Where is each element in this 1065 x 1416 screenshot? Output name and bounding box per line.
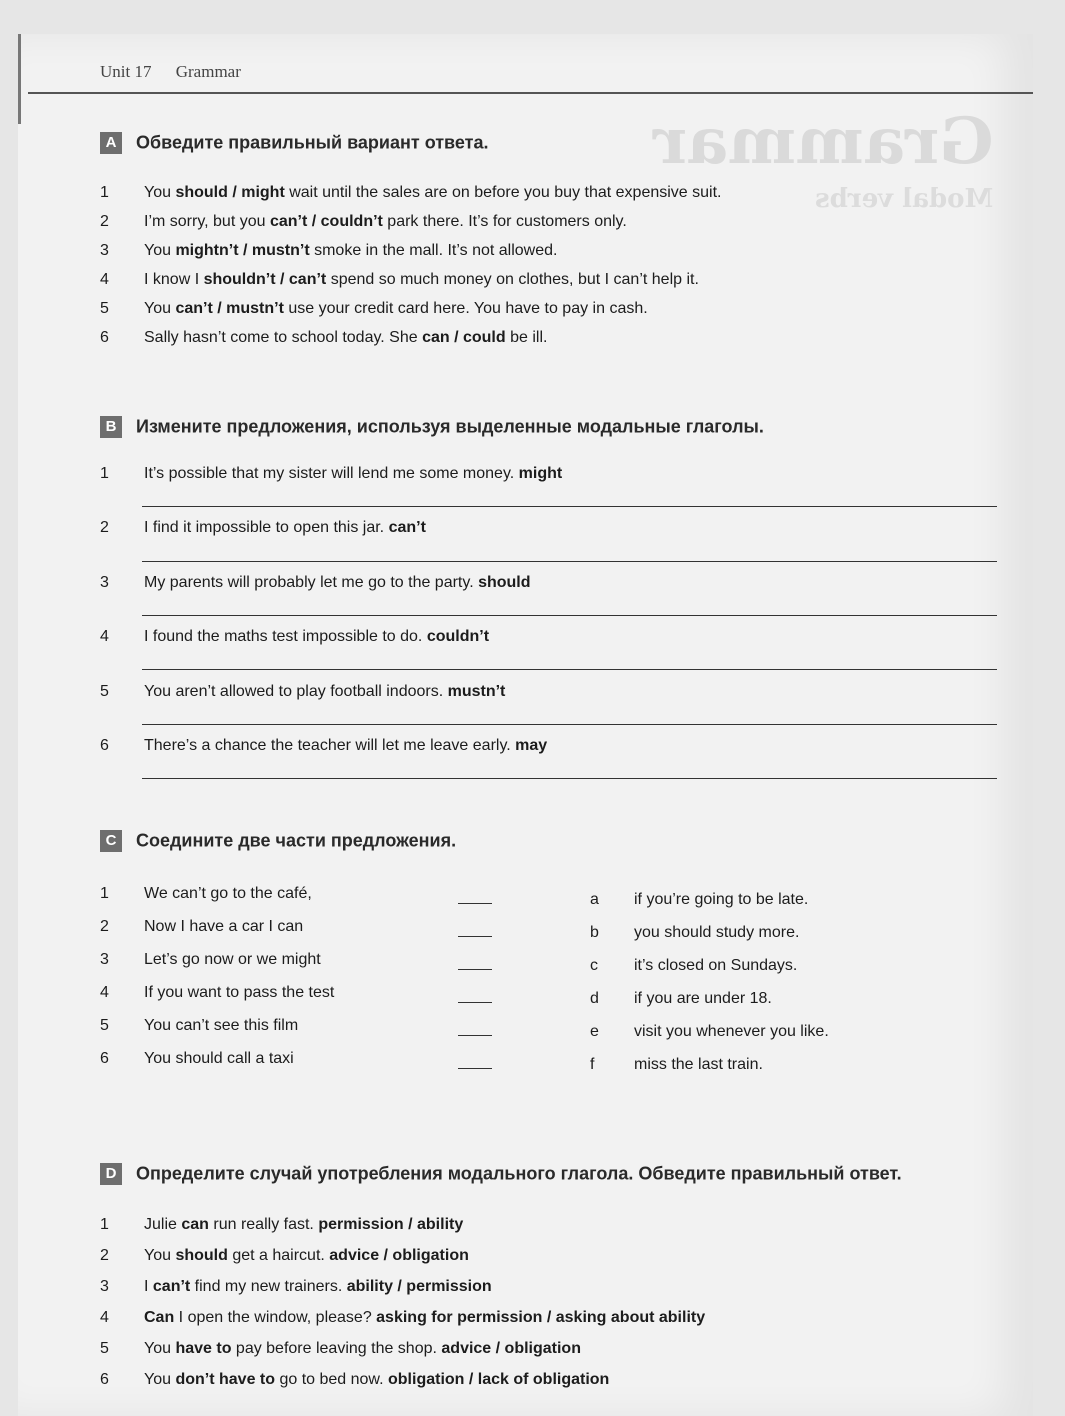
choice-options[interactable]: ability / permission (346, 1278, 492, 1295)
choice-options[interactable]: obligation / lack of obligation (388, 1371, 610, 1388)
choice-options[interactable]: can’t / mustn’t (175, 300, 284, 317)
page-edge-tab (18, 34, 21, 124)
match-right-item: a if you’re going to be late. (590, 891, 809, 908)
match-blank[interactable] (458, 1002, 492, 1003)
exercise-d-item: 3 I can’t find my new trainers. ability / permission (100, 1278, 492, 1295)
answer-line[interactable] (142, 561, 997, 562)
answer-line[interactable] (142, 615, 997, 616)
match-right-item: c it’s closed on Sundays. (590, 957, 798, 974)
choice-options[interactable]: can / could (422, 329, 506, 346)
unit-label: Unit 17 (100, 62, 152, 81)
page-header (100, 62, 261, 82)
match-right-item: d if you are under 18. (590, 990, 772, 1007)
section-b-heading (100, 416, 764, 438)
match-right-item: b you should study more. (590, 924, 800, 941)
exercise-a-item: 4 I know I shouldn’t / can’t spend so much money on clothes, but I can’t help it. (100, 271, 699, 288)
exercise-d-item: 5 You have to pay before leaving the shop. advice / obligation (100, 1340, 581, 1357)
exercise-d-item: 4 Can I open the window, please? asking for permission / asking about ability (100, 1309, 706, 1326)
section-c-title: Соедините две части предложения. (136, 830, 457, 851)
match-blank[interactable] (458, 1068, 492, 1069)
match-left-item: 4 If you want to pass the test (100, 984, 335, 1001)
match-left-item: 1 We can’t go to the café, (100, 885, 312, 902)
section-d-heading (100, 1163, 902, 1185)
choice-options[interactable]: asking for permission / asking about ability (376, 1309, 706, 1326)
exercise-a-item: 6 Sally hasn’t come to school today. She can / could be ill. (100, 329, 548, 346)
choice-options[interactable]: can’t / couldn’t (269, 213, 383, 230)
section-a-letter: A (100, 132, 122, 154)
answer-line[interactable] (142, 669, 997, 670)
match-blank[interactable] (458, 936, 492, 937)
choice-options[interactable]: should / might (175, 184, 285, 201)
exercise-d-item: 1 Julie can run really fast. permission / ability (100, 1216, 464, 1233)
exercise-b-item: 1 It’s possible that my sister will lend me some money. might (100, 465, 563, 482)
match-blank[interactable] (458, 1035, 492, 1036)
header-divider (28, 92, 1033, 94)
match-left-item: 3 Let’s go now or we might (100, 951, 321, 968)
exercise-b-item: 4 I found the maths test impossible to do. couldn’t (100, 628, 490, 645)
exercise-a-item: 1 You should / might wait until the sales are on before you buy that expensive suit. (100, 184, 722, 201)
exercise-b-item: 6 There’s a chance the teacher will let me leave early. may (100, 737, 548, 754)
match-right-item: f miss the last train. (590, 1056, 763, 1073)
exercise-a-item: 5 You can’t / mustn’t use your credit card here. You have to pay in cash. (100, 300, 648, 317)
answer-line[interactable] (142, 778, 997, 779)
choice-options[interactable]: mightn’t / mustn’t (175, 242, 310, 259)
match-blank[interactable] (458, 903, 492, 904)
section-b-title: Измените предложения, используя выделенные модальные глаголы. (136, 416, 764, 437)
section-c-letter: C (100, 830, 122, 852)
answer-line[interactable] (142, 724, 997, 725)
exercise-d-item: 2 You should get a haircut. advice / obligation (100, 1247, 469, 1264)
match-left-item: 2 Now I have a car I can (100, 918, 304, 935)
match-left-item: 6 You should call a taxi (100, 1050, 294, 1067)
exercise-b-item: 2 I find it impossible to open this jar. can’t (100, 519, 426, 536)
bleed-through-subtitle: Modal verbs (814, 184, 993, 214)
exercise-b-item: 3 My parents will probably let me go to the party. should (100, 574, 531, 591)
match-right-item: e visit you whenever you like. (590, 1023, 829, 1040)
exercise-d-item: 6 You don’t have to go to bed now. obligation / lack of obligation (100, 1371, 610, 1388)
choice-options[interactable]: advice / obligation (329, 1247, 469, 1264)
choice-options[interactable]: permission / ability (318, 1216, 464, 1233)
exercise-a-item: 2 I’m sorry, but you can’t / couldn’t park there. It’s for customers only. (100, 213, 627, 230)
section-label: Grammar (175, 62, 241, 81)
match-blank[interactable] (458, 969, 492, 970)
section-a-heading (100, 132, 489, 154)
choice-options[interactable]: shouldn’t / can’t (203, 271, 327, 288)
exercise-a-item: 3 You mightn’t / mustn’t smoke in the mall. It’s not allowed. (100, 242, 558, 259)
section-a-title: Обведите правильный вариант ответа. (136, 132, 489, 153)
match-left-item: 5 You can’t see this film (100, 1017, 299, 1034)
answer-line[interactable] (142, 506, 997, 507)
bleed-through-title: Grammar (652, 104, 993, 179)
exercise-b-item: 5 You aren’t allowed to play football indoors. mustn’t (100, 683, 506, 700)
section-b-letter: B (100, 416, 122, 438)
section-d-letter: D (100, 1163, 122, 1185)
section-c-heading (100, 830, 456, 852)
choice-options[interactable]: advice / obligation (441, 1340, 581, 1357)
section-d-title: Определите случай употребления модального глагола. Обведите правильный ответ. (136, 1163, 902, 1184)
